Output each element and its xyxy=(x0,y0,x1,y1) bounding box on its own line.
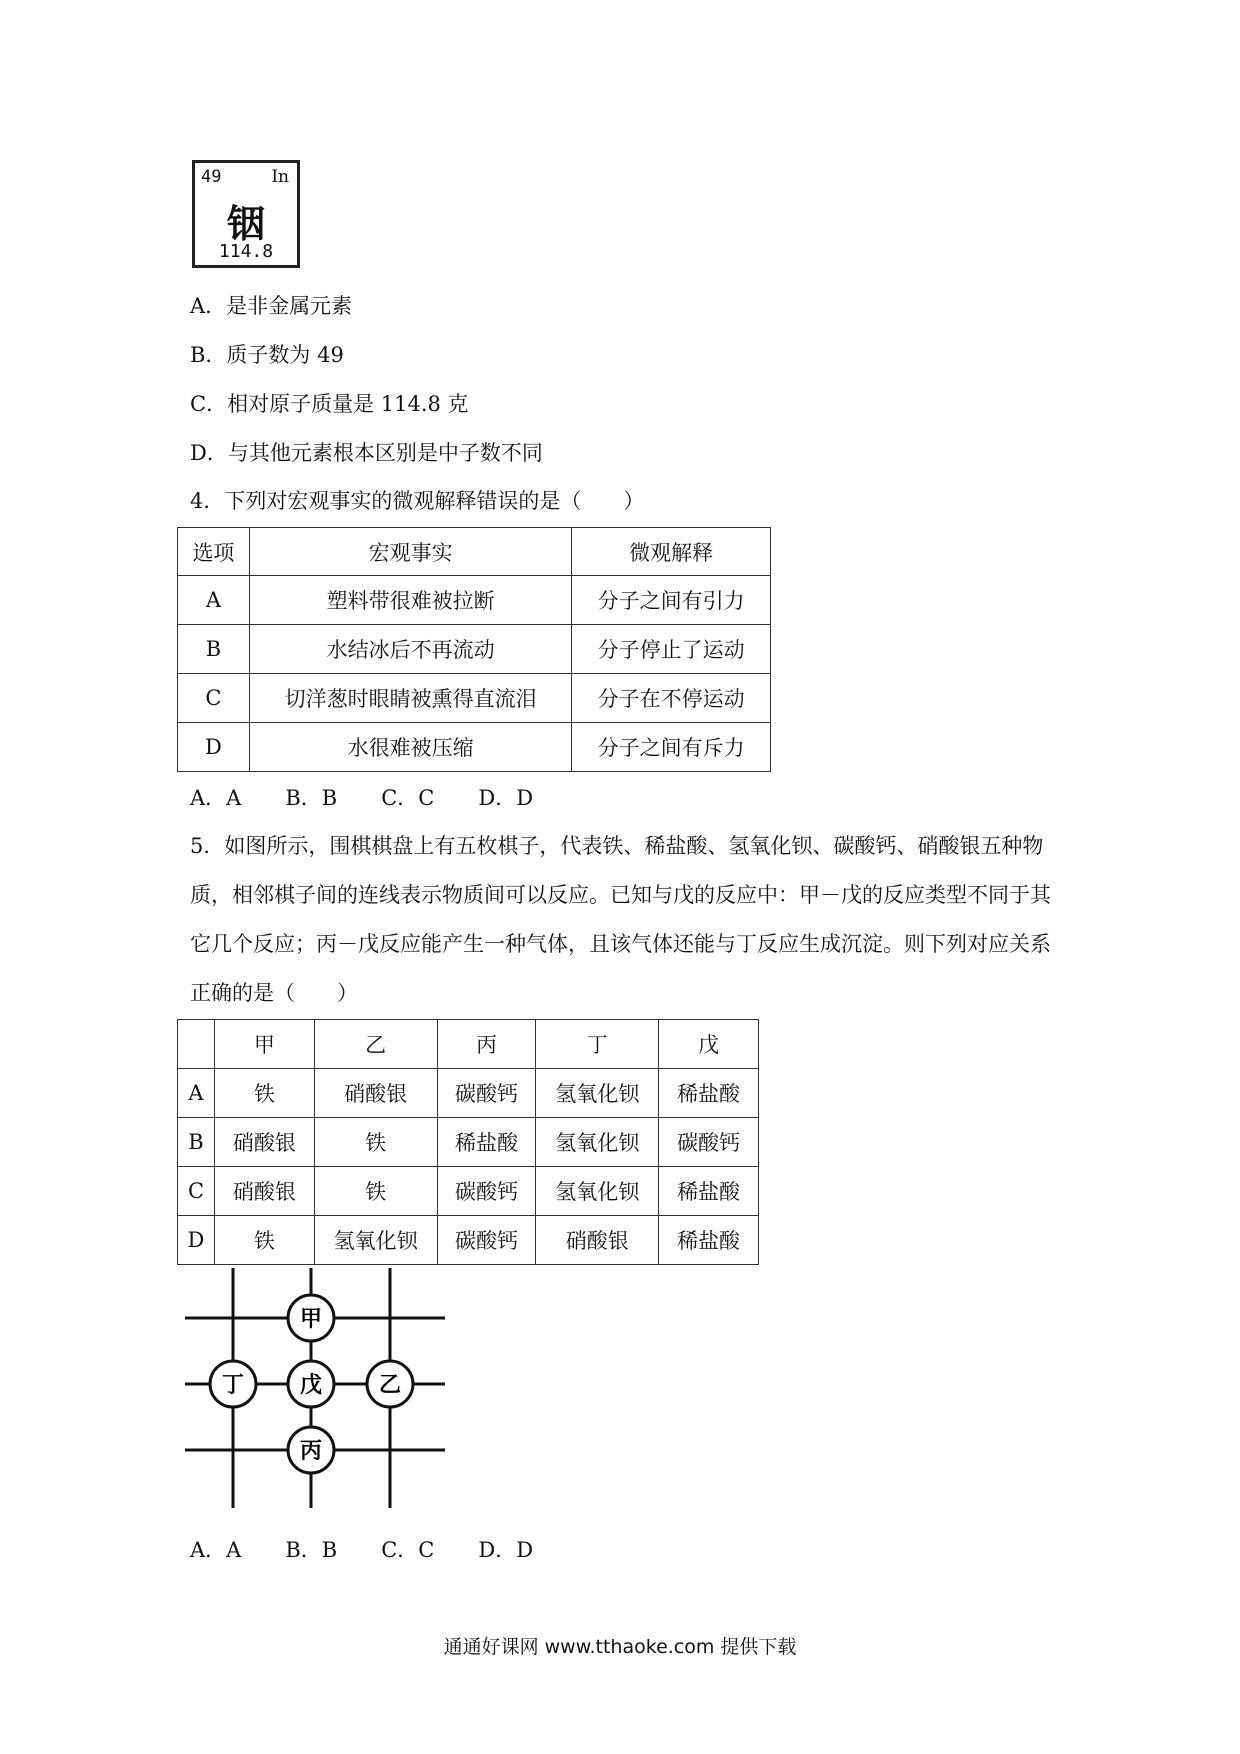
table-header-row xyxy=(178,528,771,576)
table-cell: 稀盐酸 xyxy=(437,1118,536,1167)
choice-c: C．C xyxy=(381,786,435,810)
choice-d: D．D xyxy=(478,786,534,810)
q3-option-c: C．相对原子质量是 114.8 克 xyxy=(190,392,469,416)
table-cell: 碳酸钙 xyxy=(437,1167,536,1216)
table-row xyxy=(178,1167,759,1216)
table-cell: 氢氧化钡 xyxy=(536,1167,659,1216)
header-cell: 选项 xyxy=(178,528,250,576)
piece-center-label: 戊 xyxy=(299,1373,323,1398)
table-row xyxy=(178,723,771,772)
table-cell: 切洋葱时眼睛被熏得直流泪 xyxy=(249,674,571,723)
table-cell: 硝酸银 xyxy=(314,1069,437,1118)
table-row xyxy=(178,625,771,674)
header-cell: 微观解释 xyxy=(572,528,771,576)
table-cell: C xyxy=(178,674,250,723)
piece-right xyxy=(367,1361,413,1407)
table-cell: 稀盐酸 xyxy=(659,1216,759,1265)
table-cell: 碳酸钙 xyxy=(437,1216,536,1265)
table-cell: D xyxy=(178,723,250,772)
table-cell: 铁 xyxy=(314,1167,437,1216)
q3-option-b: B．质子数为 49 xyxy=(190,343,344,367)
header-cell: 乙 xyxy=(314,1020,437,1069)
table-row xyxy=(178,1069,759,1118)
table-cell: 稀盐酸 xyxy=(659,1167,759,1216)
table-cell: 铁 xyxy=(214,1069,314,1118)
piece-center xyxy=(288,1361,334,1407)
table-cell: 硝酸银 xyxy=(214,1118,314,1167)
table-cell: 分子在不停运动 xyxy=(572,674,771,723)
q5-stem: 5．如图所示，围棋棋盘上有五枚棋子，代表铁、稀盐酸、氢氧化钡、碳酸钙、硝酸银五种物质，相邻棋子间的连线表示物质间可以反应。已知与戊的反应中：甲－戊的反应类型不同于其它几个反应；丙－戊反应能产生一种气体，且该气体还能与丁反应生成沉淀。则下列对应关系正确的是（ ） xyxy=(190,834,1051,1005)
table-cell: B xyxy=(178,1118,215,1167)
q4-choices xyxy=(190,786,533,810)
go-board-diagram xyxy=(185,1268,455,1508)
table-cell: 铁 xyxy=(314,1118,437,1167)
table-cell: 铁 xyxy=(214,1216,314,1265)
element-card-indium xyxy=(192,160,300,268)
header-cell: 甲 xyxy=(214,1020,314,1069)
table-cell: 分子之间有斥力 xyxy=(572,723,771,772)
table-cell: 氢氧化钡 xyxy=(314,1216,437,1265)
table-row xyxy=(178,1118,759,1167)
table-cell: 分子停止了运动 xyxy=(572,625,771,674)
header-cell: 戊 xyxy=(659,1020,759,1069)
header-cell xyxy=(178,1020,215,1069)
q3-option-d: D．与其他元素根本区别是中子数不同 xyxy=(190,441,543,465)
atomic-mass: 114.8 xyxy=(218,241,274,262)
piece-right-label: 乙 xyxy=(378,1373,402,1398)
q4-stem: 4．下列对宏观事实的微观解释错误的是（ ） xyxy=(190,489,645,513)
choice-a: A．A xyxy=(190,1538,242,1562)
table-cell: 硝酸银 xyxy=(536,1216,659,1265)
table-cell: A xyxy=(178,576,250,625)
table-cell: 塑料带很难被拉断 xyxy=(249,576,571,625)
element-name: 铟 xyxy=(226,202,265,246)
choice-b: B．B xyxy=(285,786,338,810)
table-cell: 分子之间有引力 xyxy=(572,576,771,625)
q4-table xyxy=(177,527,771,772)
header-cell: 丙 xyxy=(437,1020,536,1069)
page-footer: 通通好课网 www.tthaoke.com 提供下载 xyxy=(443,1636,797,1658)
choice-a: A．A xyxy=(190,786,242,810)
header-cell: 宏观事实 xyxy=(249,528,571,576)
table-cell: 氢氧化钡 xyxy=(536,1069,659,1118)
table-cell: 硝酸银 xyxy=(214,1167,314,1216)
table-header-row xyxy=(178,1020,759,1069)
q5-table xyxy=(177,1019,759,1265)
choice-c: C．C xyxy=(381,1538,435,1562)
table-row xyxy=(178,576,771,625)
header-cell: 丁 xyxy=(536,1020,659,1069)
table-cell: 稀盐酸 xyxy=(659,1069,759,1118)
choice-d: D．D xyxy=(478,1538,534,1562)
piece-top-label: 甲 xyxy=(299,1307,323,1332)
atomic-number: 49 xyxy=(201,167,222,187)
table-cell: 碳酸钙 xyxy=(659,1118,759,1167)
choice-b: B．B xyxy=(285,1538,338,1562)
element-symbol: In xyxy=(271,167,289,187)
piece-left-label: 丁 xyxy=(221,1373,245,1398)
piece-bottom-label: 丙 xyxy=(299,1439,323,1464)
q3-option-a: A．是非金属元素 xyxy=(190,294,353,318)
piece-bottom xyxy=(288,1427,334,1473)
q5-choices xyxy=(190,1538,533,1562)
table-cell: C xyxy=(178,1167,215,1216)
table-cell: D xyxy=(178,1216,215,1265)
table-cell: 氢氧化钡 xyxy=(536,1118,659,1167)
table-cell: 碳酸钙 xyxy=(437,1069,536,1118)
table-cell: 水结冰后不再流动 xyxy=(249,625,571,674)
table-cell: B xyxy=(178,625,250,674)
table-cell: 水很难被压缩 xyxy=(249,723,571,772)
table-cell: A xyxy=(178,1069,215,1118)
piece-top xyxy=(288,1295,334,1341)
table-row xyxy=(178,674,771,723)
piece-left xyxy=(210,1361,256,1407)
table-row xyxy=(178,1216,759,1265)
